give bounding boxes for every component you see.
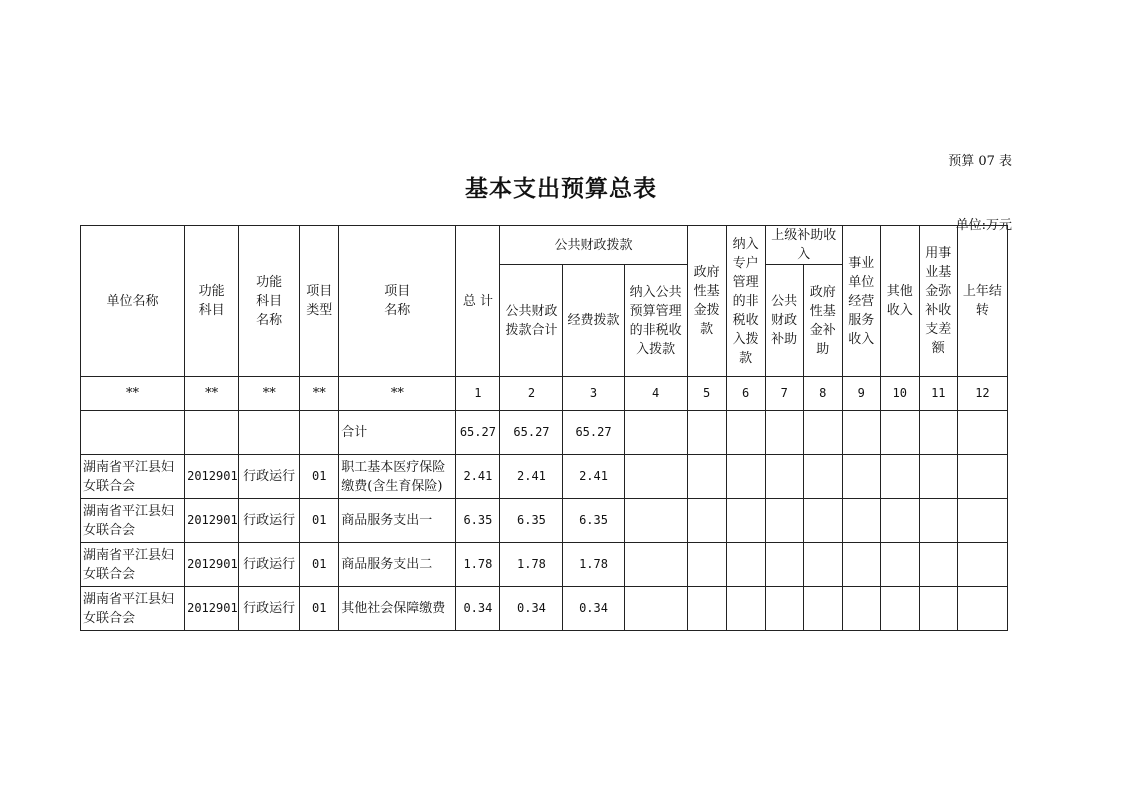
index-cell: 7 — [765, 377, 803, 411]
header-upper-public: 公共财政补助 — [765, 265, 803, 377]
index-cell: 11 — [919, 377, 957, 411]
empty-cell — [957, 455, 1007, 499]
empty-cell — [842, 455, 880, 499]
empty-cell — [624, 587, 687, 631]
header-upper-subsidy: 上级补助收入 — [765, 226, 842, 265]
empty-cell — [765, 543, 803, 587]
total-empty-cell — [842, 411, 880, 455]
total-empty-cell — [726, 411, 765, 455]
type-cell: 01 — [300, 455, 339, 499]
empty-cell — [919, 455, 957, 499]
item-cell: 商品服务支出一 — [339, 499, 456, 543]
total-empty-cell — [957, 411, 1007, 455]
header-func-subject: 功能科目 — [185, 226, 239, 377]
total-pf-total: 65.27 — [500, 411, 563, 455]
total-cell: 0.34 — [456, 587, 500, 631]
index-cell: ** — [81, 377, 185, 411]
total-empty-cell — [239, 411, 300, 455]
table-row — [81, 455, 1008, 499]
header-fund-balance: 用事业基金弥补收支差额 — [919, 226, 957, 377]
empty-cell — [880, 455, 919, 499]
header-pf-funds: 经费拨款 — [563, 265, 624, 377]
empty-cell — [624, 455, 687, 499]
total-empty-cell — [803, 411, 842, 455]
empty-cell — [957, 543, 1007, 587]
pf-total-cell: 0.34 — [500, 587, 563, 631]
index-cell: ** — [339, 377, 456, 411]
unit-label: 单位:万元 — [955, 218, 1012, 233]
unit-cell: 湖南省平江县妇女联合会 — [81, 543, 185, 587]
func-name-cell: 行政运行 — [239, 455, 300, 499]
empty-cell — [624, 499, 687, 543]
header-func-subject-name: 功能科目名称 — [239, 226, 300, 377]
empty-cell — [919, 587, 957, 631]
header-public-finance: 公共财政拨款 — [500, 226, 687, 265]
total-empty-cell — [765, 411, 803, 455]
empty-cell — [919, 543, 957, 587]
pf-total-cell: 6.35 — [500, 499, 563, 543]
empty-cell — [726, 543, 765, 587]
pf-total-cell: 2.41 — [500, 455, 563, 499]
func-name-cell: 行政运行 — [239, 499, 300, 543]
total-empty-cell — [81, 411, 185, 455]
empty-cell — [687, 499, 726, 543]
empty-cell — [687, 455, 726, 499]
form-number: 预算 07 表 — [948, 154, 1012, 169]
empty-cell — [765, 499, 803, 543]
empty-cell — [842, 543, 880, 587]
unit-cell: 湖南省平江县妇女联合会 — [81, 455, 185, 499]
empty-cell — [624, 543, 687, 587]
empty-cell — [765, 455, 803, 499]
item-cell: 其他社会保障缴费 — [339, 587, 456, 631]
total-empty-cell — [300, 411, 339, 455]
header-item-type: 项目类型 — [300, 226, 339, 377]
index-row — [81, 377, 1008, 411]
total-empty-cell — [624, 411, 687, 455]
header-business-income: 事业单位经营服务收入 — [842, 226, 880, 377]
item-cell: 职工基本医疗保险缴费(含生育保险) — [339, 455, 456, 499]
total-cell: 2.41 — [456, 455, 500, 499]
total-cell: 6.35 — [456, 499, 500, 543]
empty-cell — [842, 587, 880, 631]
total-pf-funds: 65.27 — [563, 411, 624, 455]
type-cell: 01 — [300, 543, 339, 587]
header-pf-total: 公共财政拨款合计 — [500, 265, 563, 377]
pf-funds-cell: 1.78 — [563, 543, 624, 587]
func-name-cell: 行政运行 — [239, 543, 300, 587]
func-name-cell: 行政运行 — [239, 587, 300, 631]
header-unit-name: 单位名称 — [81, 226, 185, 377]
header-total: 总 计 — [456, 226, 500, 377]
header-special-nontax: 纳入专户管理的非税收入拨款 — [726, 226, 765, 377]
unit-cell: 湖南省平江县妇女联合会 — [81, 499, 185, 543]
index-cell: ** — [300, 377, 339, 411]
item-cell: 商品服务支出二 — [339, 543, 456, 587]
header-row-1 — [81, 226, 1008, 265]
empty-cell — [687, 543, 726, 587]
empty-cell — [687, 587, 726, 631]
header-pf-nontax: 纳入公共预算管理的非税收入拨款 — [624, 265, 687, 377]
type-cell: 01 — [300, 587, 339, 631]
table-row — [81, 499, 1008, 543]
index-cell: 12 — [957, 377, 1007, 411]
header-upper-govfund: 政府性基金补助 — [803, 265, 842, 377]
index-cell: 2 — [500, 377, 563, 411]
empty-cell — [765, 587, 803, 631]
total-empty-cell — [185, 411, 239, 455]
header-item-name: 项目名称 — [339, 226, 456, 377]
total-cell: 1.78 — [456, 543, 500, 587]
total-total: 65.27 — [456, 411, 500, 455]
empty-cell — [726, 587, 765, 631]
total-empty-cell — [919, 411, 957, 455]
empty-cell — [726, 499, 765, 543]
total-empty-cell — [880, 411, 919, 455]
pf-funds-cell: 0.34 — [563, 587, 624, 631]
empty-cell — [803, 587, 842, 631]
type-cell: 01 — [300, 499, 339, 543]
index-cell: 10 — [880, 377, 919, 411]
code-cell: 2012901 — [185, 587, 239, 631]
empty-cell — [880, 587, 919, 631]
index-cell: 9 — [842, 377, 880, 411]
header-last-year: 上年结转 — [957, 226, 1007, 377]
index-cell: 4 — [624, 377, 687, 411]
total-label: 合计 — [339, 411, 456, 455]
pf-total-cell: 1.78 — [500, 543, 563, 587]
total-row — [81, 411, 1008, 455]
index-cell: 8 — [803, 377, 842, 411]
unit-cell: 湖南省平江县妇女联合会 — [81, 587, 185, 631]
table-row — [81, 543, 1008, 587]
code-cell: 2012901 — [185, 543, 239, 587]
header-gov-fund: 政府性基金拨款 — [687, 226, 726, 377]
table-row — [81, 587, 1008, 631]
empty-cell — [803, 543, 842, 587]
empty-cell — [880, 499, 919, 543]
index-cell: 5 — [687, 377, 726, 411]
empty-cell — [803, 499, 842, 543]
code-cell: 2012901 — [185, 455, 239, 499]
pf-funds-cell: 6.35 — [563, 499, 624, 543]
page-title: 基本支出预算总表 — [465, 175, 657, 202]
empty-cell — [880, 543, 919, 587]
index-cell: ** — [185, 377, 239, 411]
empty-cell — [919, 499, 957, 543]
total-empty-cell — [687, 411, 726, 455]
index-cell: ** — [239, 377, 300, 411]
pf-funds-cell: 2.41 — [563, 455, 624, 499]
index-cell: 3 — [563, 377, 624, 411]
budget-table — [80, 225, 1008, 631]
empty-cell — [803, 455, 842, 499]
empty-cell — [957, 499, 1007, 543]
index-cell: 1 — [456, 377, 500, 411]
empty-cell — [842, 499, 880, 543]
empty-cell — [957, 587, 1007, 631]
empty-cell — [726, 455, 765, 499]
header-other-income: 其他收入 — [880, 226, 919, 377]
code-cell: 2012901 — [185, 499, 239, 543]
index-cell: 6 — [726, 377, 765, 411]
